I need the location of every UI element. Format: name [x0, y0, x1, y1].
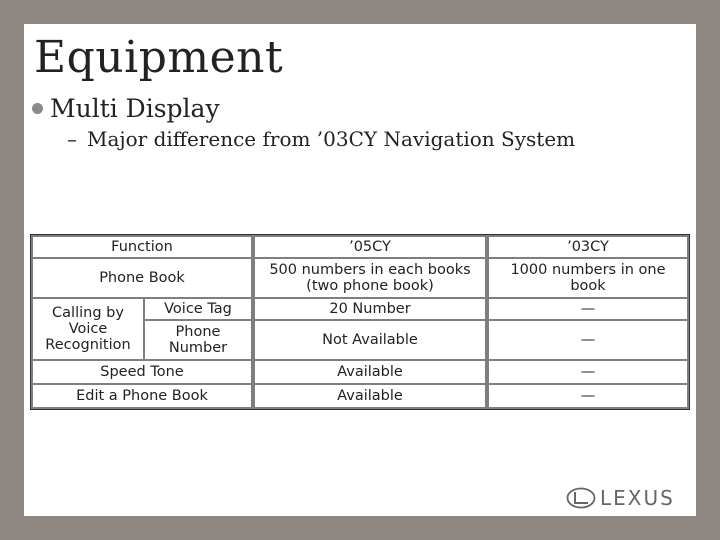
row-voice-tag-label: Voice Tag [145, 299, 251, 319]
header-05cy: ’05CY [255, 237, 485, 257]
lexus-emblem-icon [566, 487, 596, 509]
header-function: Function [33, 237, 251, 257]
sub-bullet [67, 127, 575, 151]
row-speed-tone-03cy: — [489, 361, 687, 383]
voice-group-line3: Recognition [45, 337, 131, 353]
slide [24, 24, 696, 516]
row-phone-book-03cy [489, 259, 687, 297]
phone-number-line1: Phone [175, 324, 221, 340]
row-speed-tone-05cy: Available [255, 361, 485, 383]
voice-group-line2: Voice [68, 321, 108, 337]
lexus-logo-text: LEXUS [600, 486, 675, 510]
voice-group-line1: Calling by [52, 305, 124, 321]
row-phone-number-03cy: — [489, 321, 687, 359]
phone-book-03cy-line2: book [570, 278, 606, 294]
row-speed-tone-label: Speed Tone [33, 361, 251, 383]
row-phone-book-05cy [255, 259, 485, 297]
bullet-text: Multi Display [50, 94, 220, 123]
row-voice-tag-03cy: — [489, 299, 687, 319]
header-03cy: ’03CY [489, 237, 687, 257]
row-phone-book-label: Phone Book [33, 259, 251, 297]
lexus-logo [566, 486, 675, 510]
voice-recognition-group-label [33, 299, 143, 359]
phone-book-03cy-line1: 1000 numbers in one [510, 262, 666, 278]
row-edit-phone-book-05cy: Available [255, 385, 485, 407]
bullet-multi-display [32, 94, 220, 123]
row-voice-tag-05cy: 20 Number [255, 299, 485, 319]
row-edit-phone-book-label: Edit a Phone Book [33, 385, 251, 407]
bullet-dot-icon [32, 103, 43, 114]
sub-bullet-text: Major difference from ’03CY Navigation System [87, 127, 576, 151]
phone-book-05cy-line1: 500 numbers in each books [269, 262, 471, 278]
slide-title: Equipment [34, 32, 284, 83]
phone-book-05cy-line2: (two phone book) [306, 278, 434, 294]
sub-bullet-dash: – [67, 127, 77, 151]
row-phone-number-05cy: Not Available [255, 321, 485, 359]
row-phone-number-label [145, 321, 251, 359]
phone-number-line2: Number [168, 340, 228, 356]
row-edit-phone-book-03cy: — [489, 385, 687, 407]
comparison-table [30, 234, 690, 410]
